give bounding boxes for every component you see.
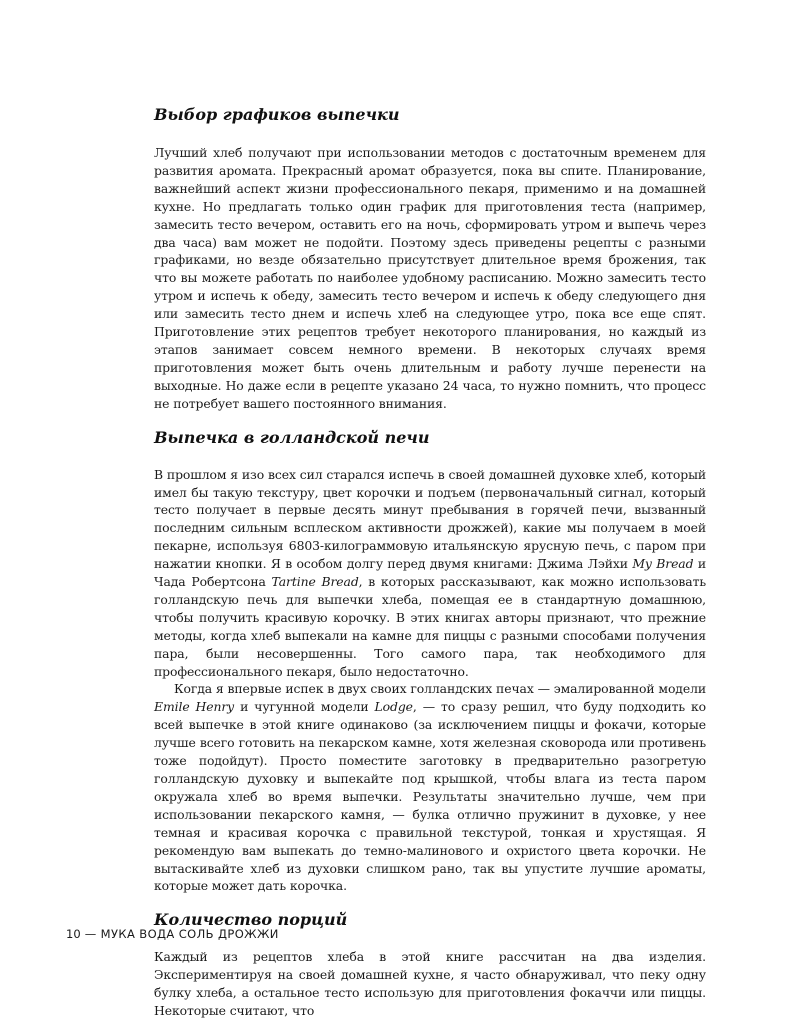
section-paragraph: Каждый из рецептов хлеба в этой книге рассчитан на два изделия. Экспериментируя на своей домашней кухне, я часто обнаруживал, что пеку одну булку хлеба, а остальное тесто использую для приготовления фокаччи или пиццы. Некоторые считают, что xyxy=(154,949,706,1019)
book-title-italic: My Bread xyxy=(632,556,694,572)
section-heading: Выпечка в голландской печи xyxy=(154,427,430,447)
section-paragraph: Когда я впервые испек в двух своих голландских печах — эмалированной модели Emile Henry и чугунной модели Lodge, — то сразу решил, что буду подходить ко всей выпечке в этой книге одинаково (за исключением пиццы и фокачи, которые лучше всего готовить на пекарском камне, хотя железная сковорода или противень тоже подойдут). Просто поместите заготовку в предварительно разогретую голландскую духовку и выпекайте под крышкой, чтобы влага из теста паром окружала хлеб во время выпечки. Результаты значительно лучше, чем при использовании пекарского камня, — булка отлично пружинит в духовке, у нее темная и красивая корочка с правильной текстурой, тонкая и хрустящая. Я рекомендую вам выпекать до темно-малинового и охристого цвета корочки. Не вытаскивайте хлеб из духовки слишком рано, так вы упустите лучшие ароматы, которые может дать корочка. xyxy=(154,681,706,894)
section-paragraph: Лучший хлеб получают при использовании методов с достаточным временем для развития аромата. Прекрасный аромат образуется, пока вы спите. Планирование, важнейший аспект жизни профессионального пекаря, применимо и на домашней кухне. Но предлагать только один график для приготовления теста (например, замесить тесто вечером, оставить его на ночь, сформировать утром и выпечь через два часа) вам может не подойти. Поэтому здесь приведены рецепты с разными графиками, но везде обязательно присутствует длительное время брожения, так что вы можете работать по наиболее удобному расписанию. Можно замесить тесто утром и испечь к обеду, замесить тесто вечером и испечь к обеду следующего дня или замесить тесто днем и испечь хлеб на следующее утро, пока все еще спят. Приготовление этих рецептов требует некоторого планирования, но каждый из этапов занимает совсем немного времени. В некоторых случаях время приготовления может быть очень длительным и работу лучше перенести на выходные. Но даже если в рецепте указано 24 часа, то нужно помнить, что процесс не потребует вашего постоянного внимания. xyxy=(154,145,706,411)
section-heading: Количество порций xyxy=(154,910,348,930)
footer-separator: — xyxy=(84,927,97,941)
brand-name-italic: Lodge xyxy=(374,699,413,715)
book-title-italic: Tartine Bread xyxy=(271,574,359,590)
page-number: 10 xyxy=(66,927,81,941)
section-heading: Выбор графиков выпечки xyxy=(154,105,400,124)
section-paragraph: В прошлом я изо всех сил старался испечь в своей домашней духовке хлеб, который имел бы такую текстуру, цвет корочки и подъем (первоначальный сигнал, который тесто получает в первые десять минут пребывания в горячей печи, вызванный последним сильным всплеском активности дрожжей), какие мы получаем в моей пекарне, используя 6803-килограммовую итальянскую ярусную печь, с паром при нажатии кнопки. Я в особом долгу перед двумя книгами: Джима Лэйхи My Bread и Чада Робертсона Tartine Bread, в которых рассказывают, как можно использовать голландскую печь для выпечки хлеба, помещая ее в стандартную домашнюю, чтобы получить красивую корочку. В этих книгах авторы признают, что прежние методы, когда хлеб выпекали на камне для пиццы с разными способами получения пара, были несовершенны. Того самого пара, так необходимого для профессионального пекаря, было недостаточно. xyxy=(154,466,707,679)
page-footer xyxy=(66,927,279,941)
page-body xyxy=(154,105,706,1020)
brand-name-italic: Emile Henry xyxy=(154,699,235,715)
running-title: МУКА ВОДА СОЛЬ ДРОЖЖИ xyxy=(100,927,279,941)
